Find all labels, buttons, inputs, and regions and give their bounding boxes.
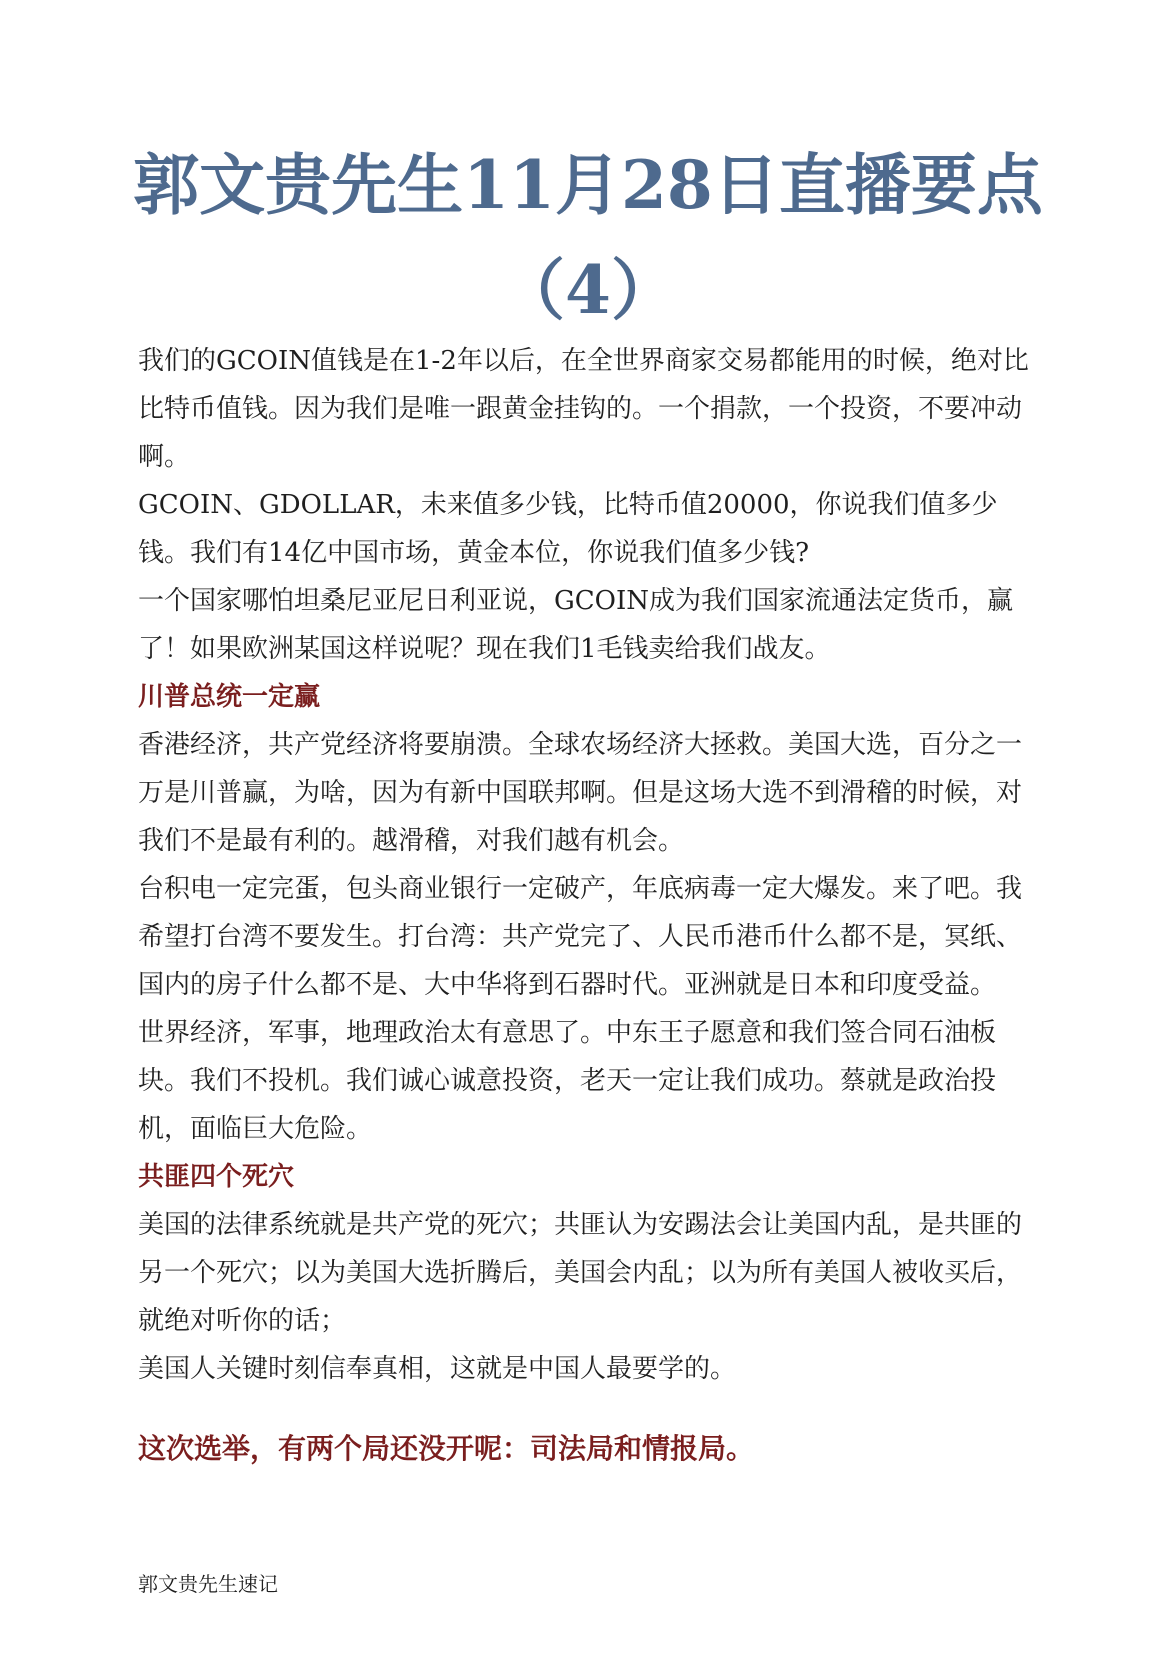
section-heading: 共匪四个死穴: [138, 1162, 295, 1192]
body-paragraph: 香港经济，共产党经济将要崩溃。全球农场经济大拯救。美国大选，百分之一万是川普赢，为啥，因为有新中国联邦啊。但是这场大选不到滑稽的时候，对我们不是最有利的。越滑稽，对我们越有机会。: [138, 730, 1023, 856]
footer-note: 郭文贵先生速记: [138, 1572, 278, 1596]
body-paragraph: 我们的GCOIN值钱是在1-2年以后，在全世界商家交易都能用的时候，绝对比比特币值钱。因为我们是唯一跟黄金挂钩的。一个捐款，一个投资，不要冲动啊。: [138, 346, 1029, 472]
body-paragraph: 台积电一定完蛋，包头商业银行一定破产，年底病毒一定大爆发。来了吧。我希望打台湾不要发生。打台湾：共产党完了、人民币港币什么都不是，冥纸、国内的房子什么都不是、大中华将到石器时代。亚洲就是日本和印度受益。: [138, 874, 1023, 1000]
body-paragraph: GCOIN、GDOLLAR，未来值多少钱，比特币值20000，你说我们值多少钱。我们有14亿中国市场，黄金本位，你说我们值多少钱?: [138, 490, 998, 568]
document-body: [138, 337, 1043, 1473]
body-paragraph: 美国的法律系统就是共产党的死穴；共匪认为安踢法会让美国内乱，是共匪的另一个死穴；以为美国大选折腾后，美国会内乱；以为所有美国人被收买后，就绝对听你的话；: [138, 1210, 1023, 1336]
body-paragraph: 世界经济，军事，地理政治太有意思了。中东王子愿意和我们签合同石油板块。我们不投机。我们诚心诚意投资，老天一定让我们成功。蔡就是政治投机，面临巨大危险。: [138, 1018, 997, 1144]
document-title: 郭文贵先生11月28日直播要点: [133, 146, 1043, 224]
closing-statement: 这次选举，有两个局还没开呢：司法局和情报局。: [138, 1432, 755, 1465]
body-paragraph: 美国人关键时刻信奉真相，这就是中国人最要学的。: [138, 1354, 737, 1384]
section-heading: 川普总统一定赢: [138, 682, 321, 712]
body-paragraph: 一个国家哪怕坦桑尼亚尼日利亚说，GCOIN成为我们国家流通法定货币，赢了！如果欧洲某国这样说呢？现在我们1毛钱卖给我们战友。: [138, 586, 1013, 664]
document-title-part: （4）: [499, 251, 677, 329]
